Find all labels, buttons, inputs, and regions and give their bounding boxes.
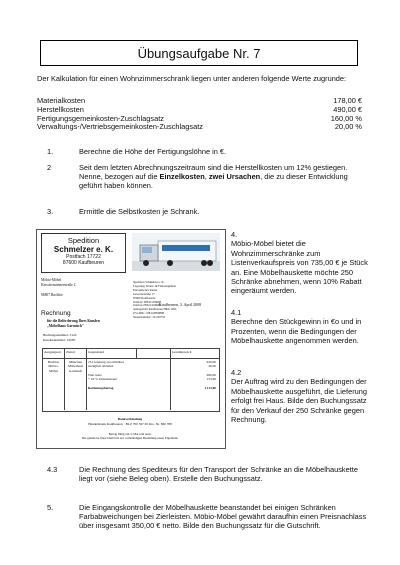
invoice-numbers: Buchungsnummer: 3124 Kundennummer: 10085 [43,333,77,342]
intro-text: Der Kalkulation für einen Wohnzimmerschrank liegen unter anderen folgende Werte zugrunde: [37,74,347,83]
truck-image [132,233,220,271]
task-4 [231,230,371,296]
task-text: Der Auftrag wird zu den Bedingungen der Möbelhauskette ausgeführt, die Lieferung erfolgt frei Haus. Bilde den Buchungssatz für den Verkauf der 250 Schränke gegen Rechnung. [231,377,367,425]
cost-row-vvgk [37,123,362,132]
cost-label: Verwaltungs-/Vertriebsgemeinkosten-Zuschlagsatz [37,122,203,132]
invoice-date: Kaufbeuren, 3. April 2008 [159,302,202,307]
task-number: 5. [47,503,54,512]
task-text: Die Eingangskontrolle der Möbelhauskette beanstandet bei einigen Schränken Farbabweichungen bei Zierleisten. Möbio-Möbel gewährt daraufhin einen Preisnachlass über insgesamt 350,00 € netto. Bilde den Buchungssatz für die Gutschrift. [79,503,367,531]
task-number: 4.3 [47,465,58,474]
cost-value: 178,00 € [333,96,362,105]
invoice-heading: Rechnung [41,310,71,317]
emphasis: zwei Ursachen [208,172,261,182]
sender-info: Spedition Schmelzer e. K. Lagerung, Kranz- & Fahrzeugmiete Europäischer Kurier Gewerbestraße 17 87600 Kaufbeuren Telefon: 08341/456698 Telefax: 08341/456699 Amtsgericht Kaufbeuren HRA 1204 USt-IdNr.: DE143859898 Steuernummer: 101/00752 [133,280,177,320]
company-name-1: Spedition [67,236,100,245]
invoice-subject: für die Beförderung Ihres Kunden „Möbelhaus Garmisch" [47,319,100,328]
task-text: Möbio-Möbel bietet die Wohnzimmerschränke zum Listenverkaufspreis von 735,00 € je Stück an. Eine Möbelhauskette möchte 250 Schränke abnehmen, wenn 10% Rabatt eingeräumt werden. [231,239,368,296]
task-1 [47,147,367,156]
cost-row-material [37,97,362,106]
task-text: Berechne den Stückgewinn in €o und in Prozenten, wenn die Bedingungen der Möbelhauskette angenommen werden. [231,317,362,346]
company-name-2: Schmelzer e. K. [53,245,114,254]
cost-label: Materialkosten [37,96,86,105]
task-text: Ermittle die Selbstkosten je Schrank. [79,207,200,216]
task-3 [47,207,367,216]
task-4-3 [47,465,369,483]
task-number: 3. [47,207,54,216]
cost-value: 490,00 € [333,104,362,114]
task-4-1 [231,308,371,346]
cost-value: 20,00 % [334,122,362,132]
bank-details: Bankverbindung Handelsbank Kaufbeuren · BLZ 700 567 00 Kto. Nr. 866 788 [88,417,172,426]
page-title-box [40,40,358,66]
task-4-2 [231,368,371,424]
invoice-letterhead [41,233,126,273]
recipient-address: Möbio-Möbel Kerschensteinerstraße 2 86807 Buchloe [41,278,76,297]
task-number: 4.2 [231,368,242,377]
task-text-2: Nenne, bezogen auf die Einzelkosten, zwei Ursachen, die zu dieser Entwicklung geführt haben können. [79,172,348,191]
invoice-table-header: Ausgangsort Zielort Gegenstand Gesamtpreis € [43,349,219,359]
task-5 [47,503,369,531]
task-number: 2 [47,163,52,172]
invoice-document [36,229,226,449]
cost-label: Herstellkosten [37,104,84,114]
invoice-table-body: Buchloe Möbio- Möbel München Möbelhaus Garmisch 25 Lieferung an rollmöbel zuzüglich Abladen Wert netto + 16 % Umsatzsteuer Rechnungsbetrag 920,00 40,00 960,00 153,60 1.113,60 [43,359,219,410]
cost-value: 160,00 % [330,113,362,123]
payment-terms: Betrag fällig am 3. Mai rein netto Die gelieferte Ware bleibt bis zur vollständigen Bezahlung unser Eigentum. [81,432,179,441]
emphasis: Einzelkosten [159,172,205,182]
company-city: 87600 Kaufbeuren [62,260,105,266]
task-number: 4.1 [231,308,242,317]
task-text: Seit dem letzten Abrechnungszeitraum sind die Herstellkosten um 12% gestiegen. [79,163,348,172]
cost-table [37,97,362,132]
invoice-table [42,348,220,412]
task-number: 1. [47,147,54,156]
task-number: 4. [231,230,238,239]
page-title: Übungsaufgabe Nr. 7 [137,45,261,61]
task-2 [47,163,367,191]
cost-label: Fertigungsgemeinkosten-Zuschlagsatz [37,113,164,123]
company-postfach: Postfach 17722 [66,254,101,260]
task-text: Berechne die Höhe der Fertigungslöhne in €. [79,147,227,156]
task-text: Die Rechnung des Spediteurs für den Transport der Schränke an die Möbelhauskette liegt vor (siehe Beleg oben). Erstelle den Buchungssatz. [79,465,358,484]
